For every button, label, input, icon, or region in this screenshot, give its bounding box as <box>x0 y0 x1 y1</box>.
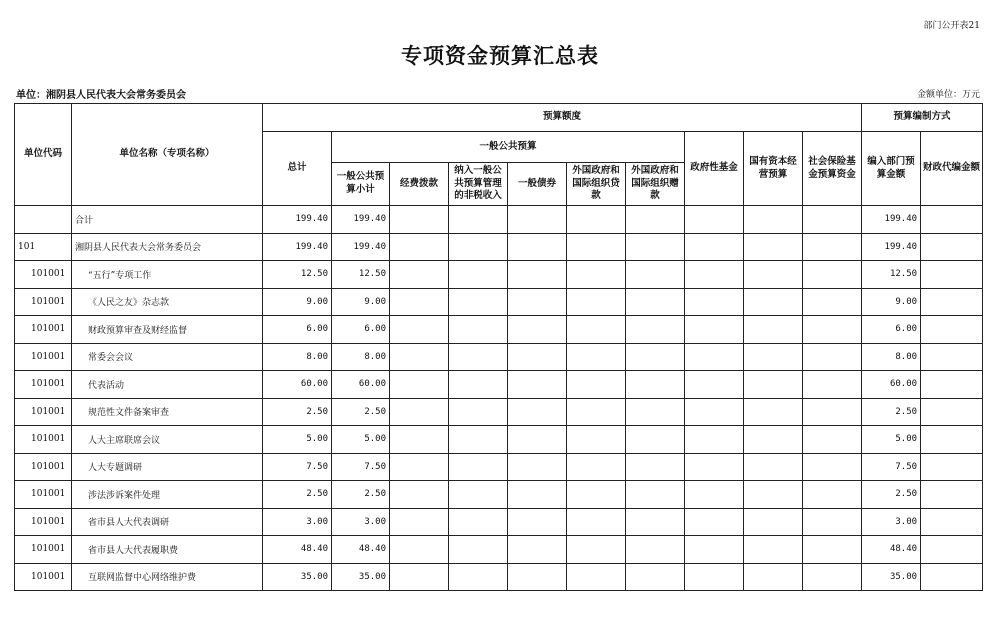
unit-code-cell: 101 <box>15 233 72 261</box>
total-cell: 8.00 <box>263 343 332 371</box>
foreign-loans-cell <box>567 261 626 289</box>
non-tax-cell <box>449 563 508 591</box>
foreign-loans-cell <box>567 453 626 481</box>
funding-cell <box>390 343 449 371</box>
finance-agent-cell <box>921 316 983 344</box>
general-bonds-cell <box>508 481 567 509</box>
table-number-label: 部门公开表21 <box>923 21 980 31</box>
social-security-cell <box>803 233 862 261</box>
amount-unit-label: 金额单位：万元 <box>916 90 980 100</box>
state-capital-cell <box>744 508 803 536</box>
header-social-security: 社会保险基金预算资金 <box>803 132 862 206</box>
header-method: 预算编制方式 <box>862 104 983 132</box>
dept-budget-cell: 6.00 <box>862 316 921 344</box>
unit-name-cell: 互联网监督中心网络维护费 <box>72 563 263 591</box>
foreign-loans-cell <box>567 426 626 454</box>
social-security-cell <box>803 288 862 316</box>
unit-code-cell: 101001 <box>15 453 72 481</box>
finance-agent-cell <box>921 371 983 399</box>
header-finance-agent: 财政代编金额 <box>921 132 983 206</box>
subtotal-cell: 6.00 <box>332 316 390 344</box>
foreign-grants-cell <box>626 536 685 564</box>
state-capital-cell <box>744 426 803 454</box>
state-capital-cell <box>744 481 803 509</box>
foreign-loans-cell <box>567 371 626 399</box>
unit-name-cell: 财政预算审查及财经监督 <box>72 316 263 344</box>
state-capital-cell <box>744 261 803 289</box>
funding-cell <box>390 426 449 454</box>
foreign-grants-cell <box>626 288 685 316</box>
header-funding: 经费拨款 <box>390 163 449 206</box>
subtotal-cell: 199.40 <box>332 206 390 234</box>
non-tax-cell <box>449 233 508 261</box>
social-security-cell <box>803 343 862 371</box>
social-security-cell <box>803 371 862 399</box>
unit-label: 单位：湘阴县人民代表大会常务委员会 <box>16 90 186 101</box>
header-unit-code: 单位代码 <box>15 104 72 206</box>
state-capital-cell <box>744 398 803 426</box>
foreign-grants-cell <box>626 481 685 509</box>
header-unit-name: 单位名称（专项名称） <box>72 104 263 206</box>
total-cell: 5.00 <box>263 426 332 454</box>
subtotal-cell: 2.50 <box>332 481 390 509</box>
foreign-loans-cell <box>567 481 626 509</box>
non-tax-cell <box>449 398 508 426</box>
non-tax-cell <box>449 453 508 481</box>
gov-fund-cell <box>685 371 744 399</box>
foreign-loans-cell <box>567 563 626 591</box>
unit-code-cell: 101001 <box>15 398 72 426</box>
total-cell: 12.50 <box>263 261 332 289</box>
non-tax-cell <box>449 316 508 344</box>
header-state-capital: 国有资本经营预算 <box>744 132 803 206</box>
subtotal-cell: 35.00 <box>332 563 390 591</box>
header-total: 总计 <box>263 132 332 206</box>
table-row <box>15 343 983 371</box>
state-capital-cell <box>744 206 803 234</box>
state-capital-cell <box>744 371 803 399</box>
unit-name-cell: 人大专题调研 <box>72 453 263 481</box>
general-bonds-cell <box>508 563 567 591</box>
unit-name-cell: “五行”专项工作 <box>72 261 263 289</box>
foreign-loans-cell <box>567 233 626 261</box>
funding-cell <box>390 508 449 536</box>
total-cell: 48.40 <box>263 536 332 564</box>
header-non-tax: 纳入一般公共预算管理的非税收入 <box>449 163 508 206</box>
table-row <box>15 206 983 234</box>
finance-agent-cell <box>921 233 983 261</box>
funding-cell <box>390 288 449 316</box>
table-row <box>15 261 983 289</box>
budget-table <box>14 103 983 591</box>
gov-fund-cell <box>685 206 744 234</box>
non-tax-cell <box>449 261 508 289</box>
social-security-cell <box>803 508 862 536</box>
dept-budget-cell: 9.00 <box>862 288 921 316</box>
funding-cell <box>390 453 449 481</box>
dept-budget-cell: 3.00 <box>862 508 921 536</box>
foreign-grants-cell <box>626 398 685 426</box>
unit-name-cell: 省市县人大代表履职费 <box>72 536 263 564</box>
table-row <box>15 481 983 509</box>
total-cell: 6.00 <box>263 316 332 344</box>
social-security-cell <box>803 453 862 481</box>
state-capital-cell <box>744 343 803 371</box>
subtotal-cell: 2.50 <box>332 398 390 426</box>
social-security-cell <box>803 206 862 234</box>
subtotal-cell: 48.40 <box>332 536 390 564</box>
header-foreign-loans: 外国政府和国际组织贷款 <box>567 163 626 206</box>
foreign-grants-cell <box>626 371 685 399</box>
foreign-loans-cell <box>567 288 626 316</box>
non-tax-cell <box>449 343 508 371</box>
non-tax-cell <box>449 536 508 564</box>
table-row <box>15 563 983 591</box>
foreign-loans-cell <box>567 536 626 564</box>
finance-agent-cell <box>921 343 983 371</box>
dept-budget-cell: 48.40 <box>862 536 921 564</box>
gov-fund-cell <box>685 288 744 316</box>
unit-name-cell: 合计 <box>72 206 263 234</box>
table-row <box>15 316 983 344</box>
non-tax-cell <box>449 481 508 509</box>
subtotal-cell: 8.00 <box>332 343 390 371</box>
unit-code-cell: 101001 <box>15 371 72 399</box>
header-general-public-budget: 一般公共预算 <box>332 132 685 163</box>
social-security-cell <box>803 426 862 454</box>
total-cell: 199.40 <box>263 206 332 234</box>
finance-agent-cell <box>921 288 983 316</box>
general-bonds-cell <box>508 233 567 261</box>
dept-budget-cell: 2.50 <box>862 481 921 509</box>
subtotal-cell: 12.50 <box>332 261 390 289</box>
foreign-grants-cell <box>626 508 685 536</box>
state-capital-cell <box>744 536 803 564</box>
dept-budget-cell: 199.40 <box>862 233 921 261</box>
state-capital-cell <box>744 563 803 591</box>
non-tax-cell <box>449 426 508 454</box>
foreign-loans-cell <box>567 206 626 234</box>
dept-budget-cell: 2.50 <box>862 398 921 426</box>
gov-fund-cell <box>685 536 744 564</box>
state-capital-cell <box>744 453 803 481</box>
general-bonds-cell <box>508 426 567 454</box>
header-subtotal: 一般公共预算小计 <box>332 163 390 206</box>
dept-budget-cell: 35.00 <box>862 563 921 591</box>
total-cell: 2.50 <box>263 398 332 426</box>
state-capital-cell <box>744 316 803 344</box>
gov-fund-cell <box>685 453 744 481</box>
general-bonds-cell <box>508 508 567 536</box>
general-bonds-cell <box>508 371 567 399</box>
total-cell: 7.50 <box>263 453 332 481</box>
dept-budget-cell: 199.40 <box>862 206 921 234</box>
foreign-grants-cell <box>626 426 685 454</box>
general-bonds-cell <box>508 343 567 371</box>
total-cell: 3.00 <box>263 508 332 536</box>
foreign-grants-cell <box>626 563 685 591</box>
unit-code-cell: 101001 <box>15 316 72 344</box>
foreign-grants-cell <box>626 261 685 289</box>
table-row <box>15 453 983 481</box>
unit-code-cell: 101001 <box>15 288 72 316</box>
header-gov-fund: 政府性基金 <box>685 132 744 206</box>
table-body <box>15 206 983 591</box>
funding-cell <box>390 563 449 591</box>
social-security-cell <box>803 398 862 426</box>
subtotal-cell: 60.00 <box>332 371 390 399</box>
finance-agent-cell <box>921 261 983 289</box>
foreign-grants-cell <box>626 233 685 261</box>
gov-fund-cell <box>685 261 744 289</box>
unit-code-cell: 101001 <box>15 426 72 454</box>
social-security-cell <box>803 536 862 564</box>
table-row <box>15 371 983 399</box>
foreign-grants-cell <box>626 206 685 234</box>
finance-agent-cell <box>921 508 983 536</box>
unit-name-cell: 常委会会议 <box>72 343 263 371</box>
foreign-grants-cell <box>626 316 685 344</box>
dept-budget-cell: 60.00 <box>862 371 921 399</box>
funding-cell <box>390 233 449 261</box>
finance-agent-cell <box>921 481 983 509</box>
total-cell: 35.00 <box>263 563 332 591</box>
funding-cell <box>390 371 449 399</box>
header-general-bonds: 一般债券 <box>508 163 567 206</box>
total-cell: 60.00 <box>263 371 332 399</box>
header-foreign-grants: 外国政府和国际组织赠款 <box>626 163 685 206</box>
foreign-grants-cell <box>626 453 685 481</box>
social-security-cell <box>803 481 862 509</box>
foreign-loans-cell <box>567 508 626 536</box>
general-bonds-cell <box>508 288 567 316</box>
unit-name-cell: 《人民之友》杂志款 <box>72 288 263 316</box>
state-capital-cell <box>744 233 803 261</box>
non-tax-cell <box>449 206 508 234</box>
general-bonds-cell <box>508 261 567 289</box>
non-tax-cell <box>449 371 508 399</box>
gov-fund-cell <box>685 481 744 509</box>
social-security-cell <box>803 563 862 591</box>
finance-agent-cell <box>921 536 983 564</box>
table-row <box>15 536 983 564</box>
foreign-loans-cell <box>567 316 626 344</box>
table-row <box>15 508 983 536</box>
table-row <box>15 288 983 316</box>
finance-agent-cell <box>921 206 983 234</box>
gov-fund-cell <box>685 563 744 591</box>
unit-code-cell: 101001 <box>15 481 72 509</box>
total-cell: 9.00 <box>263 288 332 316</box>
header-budget-amount: 预算额度 <box>263 104 862 132</box>
social-security-cell <box>803 316 862 344</box>
subtotal-cell: 5.00 <box>332 426 390 454</box>
finance-agent-cell <box>921 563 983 591</box>
finance-agent-cell <box>921 426 983 454</box>
total-cell: 199.40 <box>263 233 332 261</box>
non-tax-cell <box>449 508 508 536</box>
gov-fund-cell <box>685 343 744 371</box>
funding-cell <box>390 481 449 509</box>
unit-name-cell: 规范性文件备案审查 <box>72 398 263 426</box>
unit-code-cell: 101001 <box>15 563 72 591</box>
dept-budget-cell: 12.50 <box>862 261 921 289</box>
gov-fund-cell <box>685 316 744 344</box>
general-bonds-cell <box>508 316 567 344</box>
non-tax-cell <box>449 288 508 316</box>
general-bonds-cell <box>508 206 567 234</box>
general-bonds-cell <box>508 453 567 481</box>
gov-fund-cell <box>685 233 744 261</box>
table-row <box>15 426 983 454</box>
foreign-loans-cell <box>567 343 626 371</box>
table-row <box>15 398 983 426</box>
funding-cell <box>390 316 449 344</box>
dept-budget-cell: 5.00 <box>862 426 921 454</box>
foreign-loans-cell <box>567 398 626 426</box>
unit-name-cell: 省市县人大代表调研 <box>72 508 263 536</box>
unit-code-cell: 101001 <box>15 261 72 289</box>
dept-budget-cell: 7.50 <box>862 453 921 481</box>
general-bonds-cell <box>508 398 567 426</box>
subtotal-cell: 7.50 <box>332 453 390 481</box>
gov-fund-cell <box>685 508 744 536</box>
social-security-cell <box>803 261 862 289</box>
general-bonds-cell <box>508 536 567 564</box>
subtotal-cell: 9.00 <box>332 288 390 316</box>
unit-name-cell: 涉法涉诉案件处理 <box>72 481 263 509</box>
unit-code-cell: 101001 <box>15 536 72 564</box>
page-title: 专项资金预算汇总表 <box>401 43 599 68</box>
funding-cell <box>390 206 449 234</box>
unit-code-cell: 101001 <box>15 343 72 371</box>
unit-code-cell <box>15 206 72 234</box>
funding-cell <box>390 536 449 564</box>
subtotal-cell: 3.00 <box>332 508 390 536</box>
unit-name-cell: 湘阴县人民代表大会常务委员会 <box>72 233 263 261</box>
foreign-grants-cell <box>626 343 685 371</box>
subtotal-cell: 199.40 <box>332 233 390 261</box>
gov-fund-cell <box>685 398 744 426</box>
funding-cell <box>390 261 449 289</box>
funding-cell <box>390 398 449 426</box>
table-row <box>15 233 983 261</box>
finance-agent-cell <box>921 398 983 426</box>
dept-budget-cell: 8.00 <box>862 343 921 371</box>
gov-fund-cell <box>685 426 744 454</box>
finance-agent-cell <box>921 453 983 481</box>
unit-code-cell: 101001 <box>15 508 72 536</box>
state-capital-cell <box>744 288 803 316</box>
total-cell: 2.50 <box>263 481 332 509</box>
unit-name-cell: 代表活动 <box>72 371 263 399</box>
header-dept-budget: 编入部门预算金额 <box>862 132 921 206</box>
unit-name-cell: 人大主席联席会议 <box>72 426 263 454</box>
